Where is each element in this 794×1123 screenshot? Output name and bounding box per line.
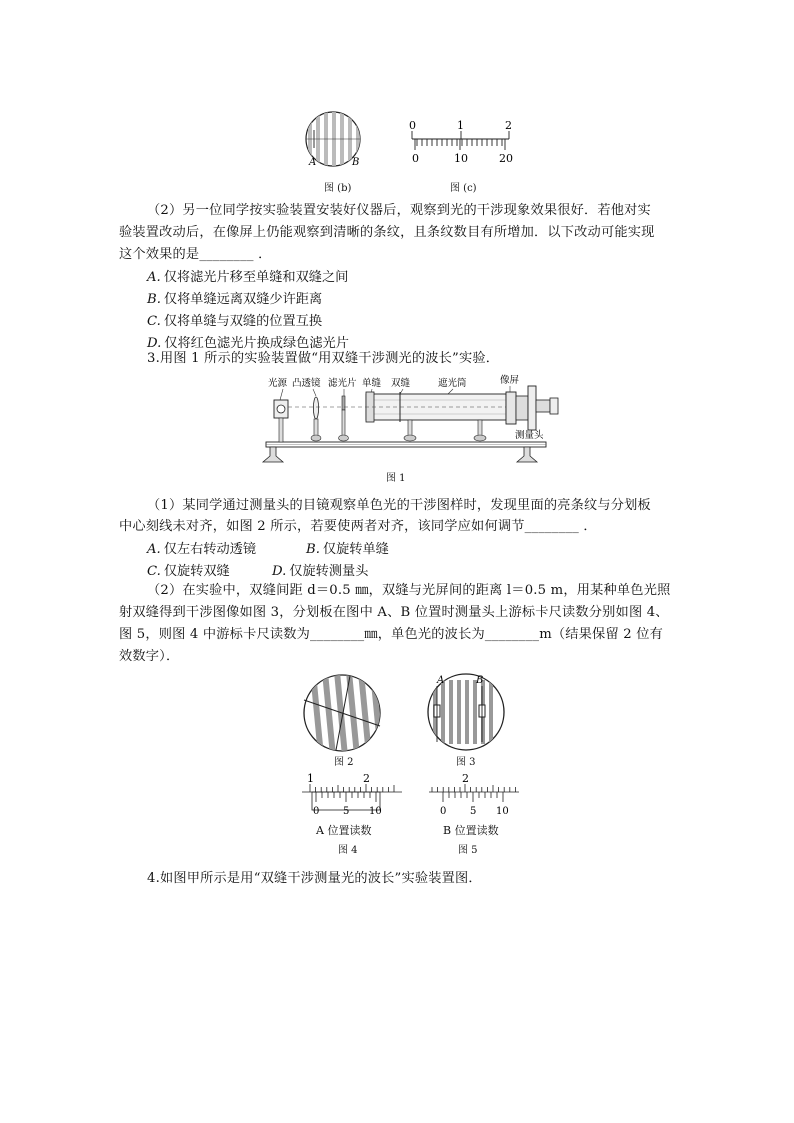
fig3-mark-a: A bbox=[437, 675, 445, 686]
fig1-label-light-source: 光源 bbox=[268, 378, 288, 389]
fig2-caption: 图 2 bbox=[334, 757, 354, 768]
q3p2-line1: （2）在实验中，双缝间距 d＝0.5 ㎜，双缝与光屏间的距离 l＝0.5 m，用某种单色光照 bbox=[147, 583, 671, 598]
fig4-vernier-0: 0 bbox=[313, 806, 320, 817]
figure-5 bbox=[425, 770, 525, 822]
fig-b-caption: 图 (b) bbox=[324, 183, 352, 194]
q3p1-option-c: C. 仅旋转双缝 bbox=[147, 564, 230, 579]
q3p1-option-b: B. 仅旋转单缝 bbox=[306, 542, 389, 557]
figure-4 bbox=[298, 770, 408, 822]
fig5-vernier-10: 10 bbox=[496, 806, 509, 817]
figure-1-apparatus bbox=[258, 372, 570, 468]
fig-c-top-1: 1 bbox=[457, 119, 464, 132]
q2p2-option-d: D. 仅将红色滤光片换成绿色滤光片 bbox=[147, 336, 349, 351]
fig1-label-double-slit: 双缝 bbox=[391, 378, 411, 389]
q3-stem: 3.用图 1 所示的实验装置做“用双缝干涉测光的波长”实验． bbox=[147, 351, 500, 366]
fig4-vernier-10: 10 bbox=[369, 806, 382, 817]
fig3-caption: 图 3 bbox=[456, 757, 476, 768]
fig4-main-tick-1: 1 bbox=[307, 772, 314, 785]
q3p1-line2: 中心刻线未对齐，如图 2 所示，若要使两者对齐，该同学应如何调节________ ． bbox=[119, 519, 597, 534]
fig1-label-single-slit: 单缝 bbox=[362, 378, 382, 389]
figure-c bbox=[405, 118, 520, 168]
fig1-caption: 图 1 bbox=[386, 473, 406, 484]
fig-c-caption: 图 (c) bbox=[450, 183, 477, 194]
q3p2-line2: 射双缝得到干涉图像如图 3，分划板在图中 A、B 位置时测量头上游标卡尺读数分别如图 4、 bbox=[119, 605, 669, 620]
fig4-sub: A 位置读数 bbox=[316, 824, 372, 837]
figure-b bbox=[300, 110, 370, 180]
fig5-caption: 图 5 bbox=[458, 845, 478, 856]
fig4-vernier-5: 5 bbox=[343, 806, 350, 817]
q3p1-option-a: A. 仅左右转动透镜 bbox=[147, 542, 257, 557]
q2p2-option-a: A. 仅将滤光片移至单缝和双缝之间 bbox=[147, 270, 349, 285]
fig4-main-tick-2: 2 bbox=[363, 772, 370, 785]
fig1-label-filter: 滤光片 bbox=[328, 378, 357, 389]
fig-c-bottom-0: 0 bbox=[412, 152, 419, 165]
fig5-vernier-5: 5 bbox=[470, 806, 477, 817]
fig-c-bottom-10: 10 bbox=[454, 152, 468, 165]
q2p2-line2: 验装置改动后，在像屏上仍能观察到清晰的条纹，且条纹数目有所增加．以下改动可能实现 bbox=[119, 225, 655, 240]
fig1-label-measuring-head: 测量头 bbox=[515, 430, 544, 441]
q3p2-line4: 效数字）． bbox=[119, 649, 180, 664]
fig-c-top-0: 0 bbox=[409, 119, 416, 132]
q3p2-line3: 图 5，则图 4 中游标卡尺读数为________㎜，单色光的波长为________m（结果保留 2 位有 bbox=[119, 627, 663, 642]
fig5-sub: B 位置读数 bbox=[443, 824, 499, 837]
fig1-label-screen: 像屏 bbox=[500, 375, 520, 386]
q4-stem: 4.如图甲所示是用“双缝干涉测量光的波长”实验装置图． bbox=[147, 871, 482, 886]
fig4-caption: 图 4 bbox=[338, 845, 358, 856]
fig-b-mark-a: A bbox=[309, 157, 317, 168]
q3p1-option-d: D. 仅旋转测量头 bbox=[272, 564, 369, 579]
figure-3 bbox=[421, 670, 511, 754]
fig-c-bottom-20: 20 bbox=[499, 152, 513, 165]
fig5-vernier-0: 0 bbox=[440, 806, 447, 817]
fig1-label-tube: 遮光筒 bbox=[438, 378, 467, 389]
figure-2 bbox=[300, 672, 386, 756]
fig1-label-lens: 凸透镜 bbox=[292, 378, 321, 389]
q2p2-option-b: B. 仅将单缝远离双缝少许距离 bbox=[147, 292, 323, 307]
q2p2-line3: 这个效果的是________ ． bbox=[119, 247, 272, 262]
fig5-main-tick-2: 2 bbox=[462, 772, 469, 785]
fig3-mark-b: B bbox=[476, 675, 484, 686]
fig-c-top-2: 2 bbox=[505, 119, 512, 132]
q3p1-line1: （1）某同学通过测量头的目镜观察单色光的干涉图样时，发现里面的亮条纹与分划板 bbox=[147, 498, 651, 513]
q2p2-option-c: C. 仅将单缝与双缝的位置互换 bbox=[147, 314, 323, 329]
q2p2-line1: （2）另一位同学按实验装置安装好仪器后，观察到光的干涉现象效果很好．若他对实 bbox=[147, 203, 651, 218]
fig-b-mark-b: B bbox=[352, 157, 360, 168]
